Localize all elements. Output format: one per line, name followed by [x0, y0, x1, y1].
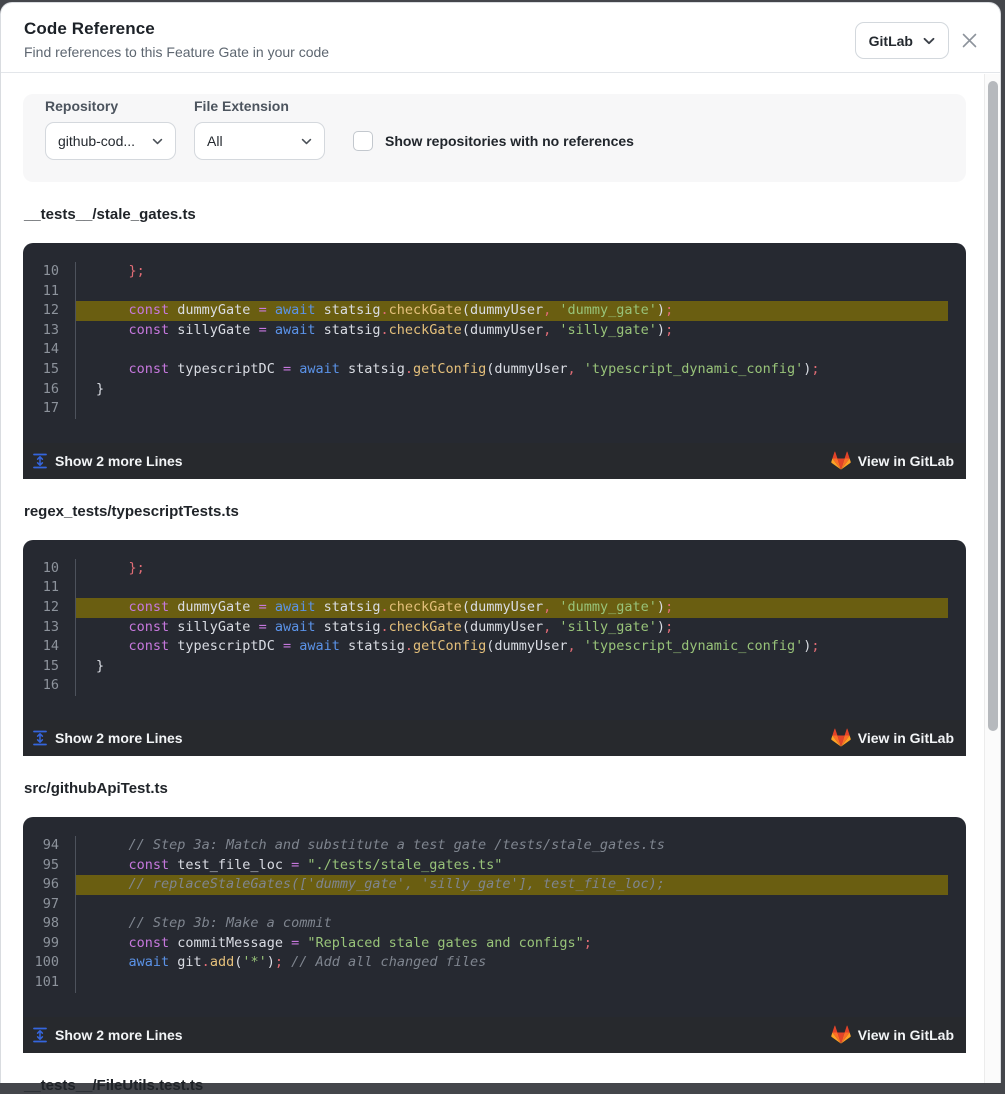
code-line-highlighted: [23, 301, 966, 321]
file-heading: __tests__/stale_gates.ts: [24, 206, 196, 223]
file-extension-select[interactable]: [194, 122, 325, 160]
code-line: [23, 637, 966, 657]
code-block: [23, 243, 966, 479]
code-line: [23, 953, 966, 973]
code-line: [23, 657, 966, 677]
repository-label: Repository: [45, 98, 119, 114]
line-number: 99: [42, 934, 59, 951]
scrollbar-track[interactable]: [984, 74, 1000, 1083]
line-number: 100: [34, 954, 59, 971]
show-more-lines-button[interactable]: [32, 730, 183, 746]
code-block: [23, 540, 966, 756]
code-line: [23, 360, 966, 380]
code-block-footer: [23, 1017, 966, 1053]
page-subtitle: Find references to this Feature Gate in your code: [24, 44, 330, 60]
code-line-highlighted: [23, 598, 966, 618]
file-heading: __tests__/FileUtils.test.ts: [24, 1076, 204, 1094]
repository-select[interactable]: [45, 122, 176, 160]
line-number: 14: [42, 638, 59, 655]
code-lines: [23, 243, 966, 443]
code-text: // Step 3a: Match and substitute a test gate /tests/stale_gates.ts: [75, 836, 948, 856]
show-empty-repos-label: Show repositories with no references: [385, 133, 634, 149]
line-number: 11: [42, 282, 59, 299]
line-number: 11: [42, 579, 59, 596]
view-in-gitlab-label: View in GitLab: [857, 1026, 954, 1043]
modal-header: [1, 3, 1000, 73]
code-line: [23, 836, 966, 856]
line-number: 10: [42, 263, 59, 279]
code-line: [23, 973, 966, 993]
view-in-gitlab-button[interactable]: [831, 728, 954, 747]
code-reference-modal: [0, 2, 1001, 1094]
chevron-down-icon: [923, 37, 935, 45]
page-title: Code Reference: [24, 19, 155, 38]
line-number: 16: [42, 380, 59, 397]
code-text: }: [75, 657, 948, 677]
view-in-gitlab-button[interactable]: [831, 1025, 954, 1044]
code-text: [75, 895, 948, 915]
repository-select-value: github-cod...: [58, 133, 136, 149]
line-number: 12: [42, 302, 59, 319]
code-line: [23, 321, 966, 341]
code-text: const sillyGate = await statsig.checkGate(dummyUser, 'silly_gate');: [75, 321, 948, 341]
show-more-lines-label: Show 2 more Lines: [55, 1026, 183, 1043]
line-number: 13: [42, 321, 59, 338]
show-more-lines-button[interactable]: [32, 1027, 183, 1043]
view-in-gitlab-label: View in GitLab: [857, 452, 954, 469]
code-line: [23, 934, 966, 954]
provider-dropdown[interactable]: [855, 22, 949, 59]
file-sections: [23, 206, 966, 1053]
code-text: const sillyGate = await statsig.checkGate(dummyUser, 'silly_gate');: [75, 618, 948, 638]
show-more-lines-label: Show 2 more Lines: [55, 729, 183, 746]
line-number: 94: [42, 836, 59, 853]
code-text: const dummyGate = await statsig.checkGate(dummyUser, 'dummy_gate');: [75, 598, 948, 618]
gitlab-logo-icon: [831, 451, 851, 470]
line-number: 98: [42, 915, 59, 932]
show-more-lines-label: Show 2 more Lines: [55, 452, 183, 469]
unfold-lines-icon: [32, 453, 48, 469]
code-line: [23, 282, 966, 302]
line-number: 95: [42, 856, 59, 873]
code-block-footer: [23, 720, 966, 756]
file-heading: regex_tests/typescriptTests.ts: [24, 502, 239, 520]
code-line: [23, 262, 966, 282]
show-empty-repos-checkbox[interactable]: [353, 131, 373, 151]
close-icon[interactable]: [959, 30, 980, 51]
code-text: // replaceStaleGates(['dummy_gate', 'silly_gate'], test_file_loc);: [75, 875, 948, 895]
line-number: 17: [42, 400, 59, 417]
code-line: [23, 856, 966, 876]
code-text: await git.add('*'); // Add all changed files: [75, 953, 948, 973]
line-number: 10: [42, 559, 59, 576]
gitlab-logo-icon: [831, 728, 851, 747]
code-text: };: [75, 262, 948, 282]
file-section: [23, 206, 966, 479]
code-block-footer: [23, 443, 966, 479]
code-text: [75, 399, 948, 419]
show-more-lines-button[interactable]: [32, 453, 183, 469]
file-extension-label: File Extension: [194, 98, 289, 114]
code-line: [23, 895, 966, 915]
line-number: 13: [42, 618, 59, 635]
code-line: [23, 559, 966, 579]
code-line: [23, 340, 966, 360]
chevron-down-icon: [152, 138, 163, 145]
line-number: 15: [42, 360, 59, 377]
code-text: // Step 3b: Make a commit: [75, 914, 948, 934]
file-section: [23, 780, 966, 1053]
code-text: }: [75, 380, 948, 400]
code-line: [23, 618, 966, 638]
file-section: [23, 503, 966, 756]
code-lines: [23, 817, 966, 1017]
code-text: [75, 973, 948, 993]
code-text: [75, 282, 948, 302]
view-in-gitlab-label: View in GitLab: [857, 729, 954, 746]
code-text: [75, 578, 948, 598]
line-number: 97: [42, 895, 59, 912]
line-number: 101: [34, 974, 59, 991]
gitlab-logo-icon: [831, 1025, 851, 1044]
code-line-highlighted: [23, 875, 966, 895]
code-line: [23, 399, 966, 419]
code-block: [23, 817, 966, 1053]
code-lines: [23, 540, 966, 720]
scrollbar-thumb[interactable]: [988, 81, 998, 731]
code-line: [23, 578, 966, 598]
code-line: [23, 914, 966, 934]
filter-bar: [23, 94, 966, 182]
line-number: 96: [42, 876, 59, 893]
line-number: 16: [42, 677, 59, 694]
line-number: 12: [42, 598, 59, 615]
provider-dropdown-value: GitLab: [868, 32, 913, 49]
code-text: const typescriptDC = await statsig.getConfig(dummyUser, 'typescript_dynamic_config');: [75, 637, 948, 657]
unfold-lines-icon: [32, 1027, 48, 1043]
file-heading: src/githubApiTest.ts: [24, 779, 168, 797]
chevron-down-icon: [301, 138, 312, 145]
code-line: [23, 380, 966, 400]
scroll-content: [1, 74, 984, 1094]
code-text: [75, 340, 948, 360]
line-number: 15: [42, 657, 59, 674]
code-text: const typescriptDC = await statsig.getConfig(dummyUser, 'typescript_dynamic_config');: [75, 360, 948, 380]
line-number: 14: [42, 341, 59, 358]
code-text: };: [75, 559, 948, 579]
code-text: const test_file_loc = "./tests/stale_gates.ts": [75, 856, 948, 876]
code-text: [75, 676, 948, 696]
file-extension-select-value: All: [207, 133, 223, 149]
code-text: const commitMessage = "Replaced stale gates and configs";: [75, 934, 948, 954]
code-line: [23, 676, 966, 696]
code-text: const dummyGate = await statsig.checkGate(dummyUser, 'dummy_gate');: [75, 301, 948, 321]
view-in-gitlab-button[interactable]: [831, 451, 954, 470]
unfold-lines-icon: [32, 730, 48, 746]
